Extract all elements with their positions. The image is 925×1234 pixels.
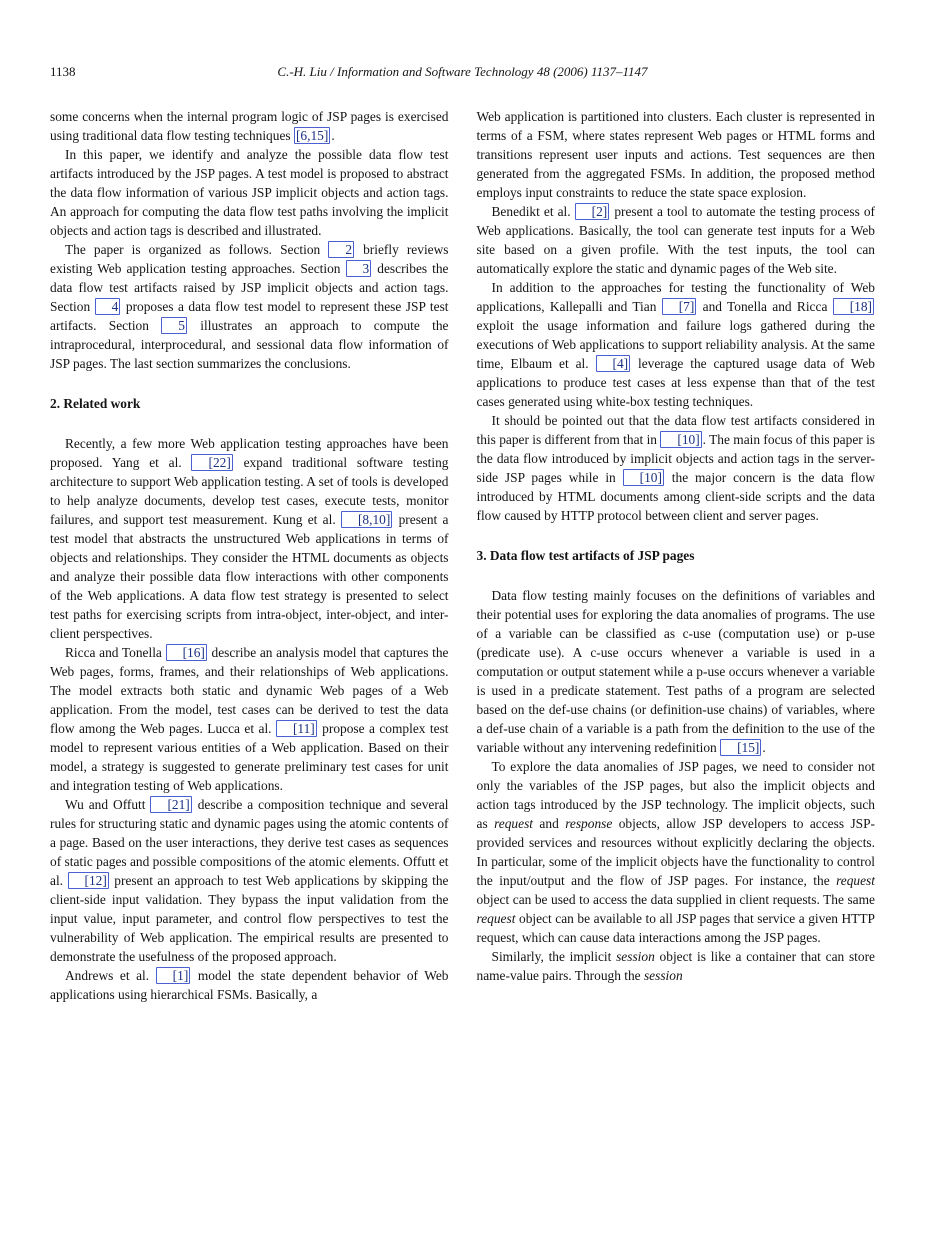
citation-link[interactable]: [2]	[575, 203, 610, 220]
paragraph: Ricca and Tonella [16] describe an analysis model that captures the Web pages, forms, frames, and their relationships of Web applications. The model extracts both static and dynamic Web pages of a Web application. From the model, test cases can be derived to test the data flow among the Web pages. Lucca et al. [11] propose a complex test model to represent various entities of a Web application. Based on their model, a strategy is suggested to generate preliminary test cases for unit and integration testing of Web applications.	[50, 645, 449, 793]
citation-link[interactable]: [15]	[720, 739, 761, 756]
emphasis-text: request	[476, 911, 516, 926]
citation-link[interactable]: 4	[95, 298, 121, 315]
citation-link[interactable]: [7]	[662, 298, 697, 315]
paragraph: Recently, a few more Web application testing approaches have been proposed. Yang et al. [22] expand traditional software testing architecture to support Web application testing. A set of tools is developed to help analyze documents, develop test cases, execute tests, monitor failures, and support test measurement. Kung et al. [8,10] present a test model that abstracts the unstructured Web applications in terms of objects and relationships. They consider the HTML documents as objects and analyze their possible data flow interactions with other components of the Web applications. A data flow test strategy is presented to select test paths for exercising scripts from intra-object, inter-object, and inter-client perspectives.	[50, 436, 449, 641]
left-column	[50, 107, 449, 1004]
emphasis-text: request	[836, 873, 875, 888]
citation-link[interactable]: [16]	[166, 644, 207, 661]
right-column	[477, 107, 876, 1004]
citation-link[interactable]: 2	[328, 241, 354, 258]
citation-link[interactable]: [10]	[660, 431, 701, 448]
paragraph: Data flow testing mainly focuses on the definitions of variables and their potential uses for exploring the data anomalies of programs. The use of a variable can be classified as c-use (computation use) or p-use (predicate use). A c-use occurs whenever a variable is used in a computation or output statement while a p-use occurs whenever a variable is used in a predicate statement. Test paths of a program are selected based on the def-use chains (or definition-use chains) of variables, where a def-use chain of a variable is a path from the definition to the use of the variable without any intervening redefinition [15] .	[476, 588, 875, 755]
citation-link[interactable]: 3	[346, 260, 372, 277]
paragraph: Andrews et al. [1] model the state dependent behavior of Web applications using hierarchical FSMs. Basically, a	[50, 968, 449, 1002]
page-header	[50, 64, 875, 79]
citation-link[interactable]: [10]	[623, 469, 664, 486]
citation-link[interactable]: [4]	[596, 355, 631, 372]
paragraph: In addition to the approaches for testing the functionality of Web applications, Kallepalli and Tian [7] and Tonella and Ricca [18] exploit the usage information and failure logs gathered during the executions of Web applications to support reliability analysis. At the same time, Elbaum et al. [4] leverage the captured usage data of Web applications to produce test cases at less expense than that of the test cases generated using white-box testing techniques.	[476, 280, 875, 409]
citation-link[interactable]: [8,10]	[341, 511, 392, 528]
citation-link[interactable]: [21]	[150, 796, 191, 813]
page-number: 1138	[50, 64, 76, 79]
paragraph: Web application is partitioned into clusters. Each cluster is represented in terms of a FSM, where states represent Web pages or HTML forms and transitions represent user inputs and actions. Test sequences are then generated from the aggregated FSMs. In addition, the proposed method employs input constraints to reduce the state space explosion.	[476, 109, 875, 200]
paragraph: Similarly, the implicit session object is like a container that can store name-value pairs. Through the session	[476, 949, 875, 983]
paragraph: Benedikt et al. [2] present a tool to automate the testing process of Web applications. Basically, the tool can generate test inputs for a Web site based on a given profile. With the test inputs, the tool can automatically explore the static and dynamic pages of the Web site.	[476, 204, 875, 276]
citation-link[interactable]: [11]	[276, 720, 317, 737]
emphasis-text: session	[643, 968, 683, 983]
paragraph: In this paper, we identify and analyze the possible data flow test artifacts introduced by the JSP pages. A test model is proposed to abstract the data flow information of various JSP implicit objects and action tags. An approach for computing the data flow test paths involving the implicit objects and action tags is described and illustrated.	[50, 147, 449, 238]
citation-link[interactable]: [22]	[191, 454, 232, 471]
two-column-body	[50, 107, 875, 1004]
paragraph: The paper is organized as follows. Section 2 briefly reviews existing Web application testing approaches. Section 3 describes the data flow test artifacts raised by JSP implicit objects and action tags. Section 4 proposes a data flow test model to represent these JSP test artifacts. Section 5 illustrates an approach to compute the intraprocedural, interprocedural, and sessional data flow information of JSP pages. The last section summarizes the conclusions.	[50, 242, 449, 371]
citation-link[interactable]: [18]	[833, 298, 874, 315]
emphasis-text: response	[565, 816, 613, 831]
running-head: C.-H. Liu / Information and Software Technology 48 (2006) 1137–1147	[277, 64, 648, 79]
paragraph: Wu and Offutt [21] describe a composition technique and several rules for structuring static and dynamic pages using the atomic contents of a page. Based on the user interactions, they derive test cases as sequences of static pages and possible compositions of the atomic elements. Offutt et al. [12] present an approach to test Web applications by skipping the client-side input validation. They bypass the input validation from the input value, input parameter, and control flow perspectives to test the vulnerability of Web application. The empirical results are presented to demonstrate the usefulness of the proposed approach.	[50, 797, 449, 964]
citation-link[interactable]: [6,15]	[295, 128, 329, 143]
citation-link[interactable]: 5	[161, 317, 187, 334]
paragraph: To explore the data anomalies of JSP pages, we need to consider not only the variables of the JSP pages, but also the implicit objects and action tags introduced by the JSP technology. The implicit objects, such as request and response objects, allow JSP developers to access JSP-provided services and resources without explicitly declaring the objects. In particular, some of the implicit objects have the functionality to control the input/output and the flow of JSP pages. For instance, the request object can be used to access the data supplied in client requests. The same request object can be available to all JSP pages that service a given HTTP request, which can cause data interactions among the JSP pages.	[476, 759, 876, 945]
emphasis-text: session	[616, 949, 655, 964]
section-heading: 3. Data flow test artifacts of JSP pages	[476, 548, 695, 563]
section-heading: 2. Related work	[50, 396, 141, 411]
citation-link[interactable]: [12]	[68, 872, 109, 889]
paragraph: It should be pointed out that the data flow test artifacts considered in this paper is different from that in [10] . The main focus of this paper is the data flow introduced by implicit objects and action tags in the server-side JSP pages while in [10] the major concern is the data flow introduced by HTML documents among client-side scripts and the data flow caused by HTTP protocol between client and server pages.	[476, 413, 876, 523]
paragraph: some concerns when the internal program logic of JSP pages is exercised using traditional data flow testing techniques [6,15] .	[50, 109, 449, 143]
citation-link[interactable]: [1]	[156, 967, 191, 984]
emphasis-text: request	[494, 816, 534, 831]
